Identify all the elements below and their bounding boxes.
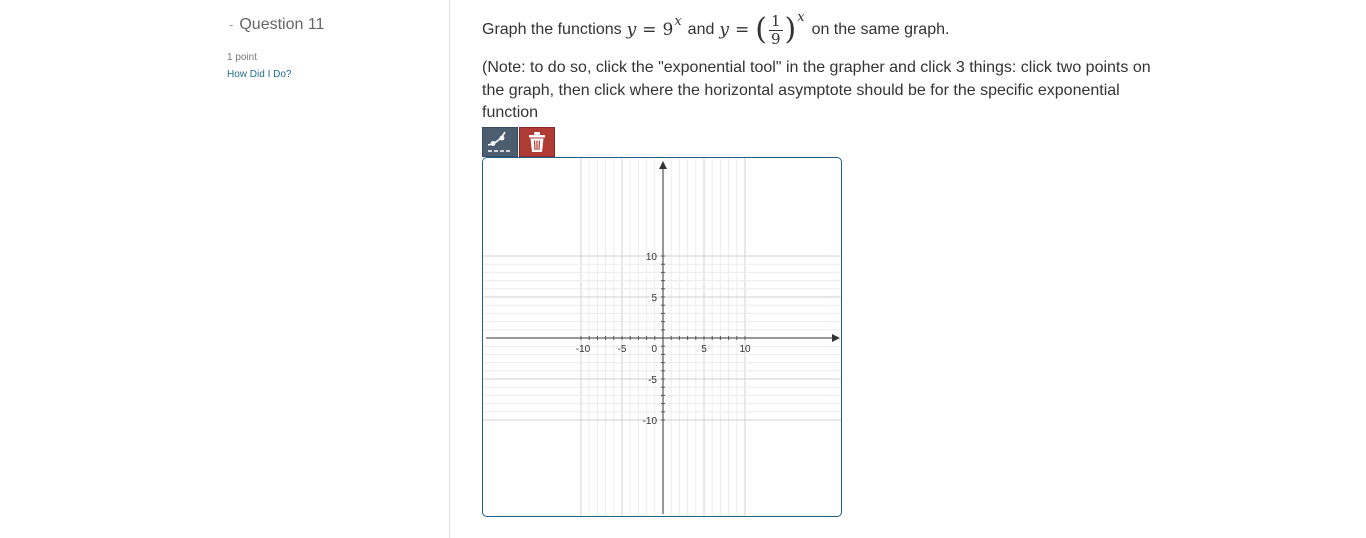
math-y: y [719, 20, 729, 40]
question-sidebar [0, 0, 450, 538]
how-did-i-do-link[interactable]: How Did I Do? [227, 69, 292, 80]
graph-canvas[interactable] [482, 157, 842, 517]
grapher-toolbar [482, 127, 555, 157]
question-points: 1 point [227, 52, 258, 63]
question-title: - Question 11 [229, 16, 325, 33]
trash-icon [527, 131, 547, 153]
x-tick-label: -10 [575, 344, 591, 355]
question-prompt: Graph the functions y = 9 x and y = ( $\frac{1}{9}$ ) x on the same graph. [482, 9, 950, 48]
x-tick-label: -5 [617, 344, 627, 355]
x-tick-label: 5 [701, 344, 707, 355]
exponential-tool-button[interactable] [482, 127, 518, 157]
math-paren-close: ) [784, 11, 797, 47]
y-tick-label: -5 [648, 375, 657, 386]
math-fraction: $\frac{1}{9}$ [770, 11, 781, 48]
math-paren-open: ( [755, 11, 767, 47]
x-tick-label: 10 [739, 344, 751, 355]
x-tick-label: 0 [651, 344, 657, 355]
math-base: 9 [662, 20, 674, 40]
y-tick-label: 5 [651, 293, 657, 304]
math-exponent: x [674, 13, 682, 29]
math-exponent: x [797, 9, 805, 25]
math-equals: = [734, 20, 750, 40]
question-note: (Note: to do so, click the "exponential tool" in the grapher and click 3 things: click two points on the graph, then click where the horizontal asymptote should be for the specific exponential function [482, 59, 1151, 121]
coordinate-plane[interactable] [483, 158, 841, 516]
exponential-curve-icon [486, 129, 514, 155]
math-equals: = [642, 20, 657, 40]
y-tick-label: -10 [642, 416, 657, 427]
x-axis-arrow [832, 334, 840, 342]
y-tick-label: 10 [645, 252, 657, 263]
y-axis-arrow [659, 161, 667, 169]
delete-tool-button[interactable] [519, 127, 555, 157]
collapse-dash-icon[interactable]: - [229, 17, 234, 32]
math-y: y [626, 20, 637, 40]
